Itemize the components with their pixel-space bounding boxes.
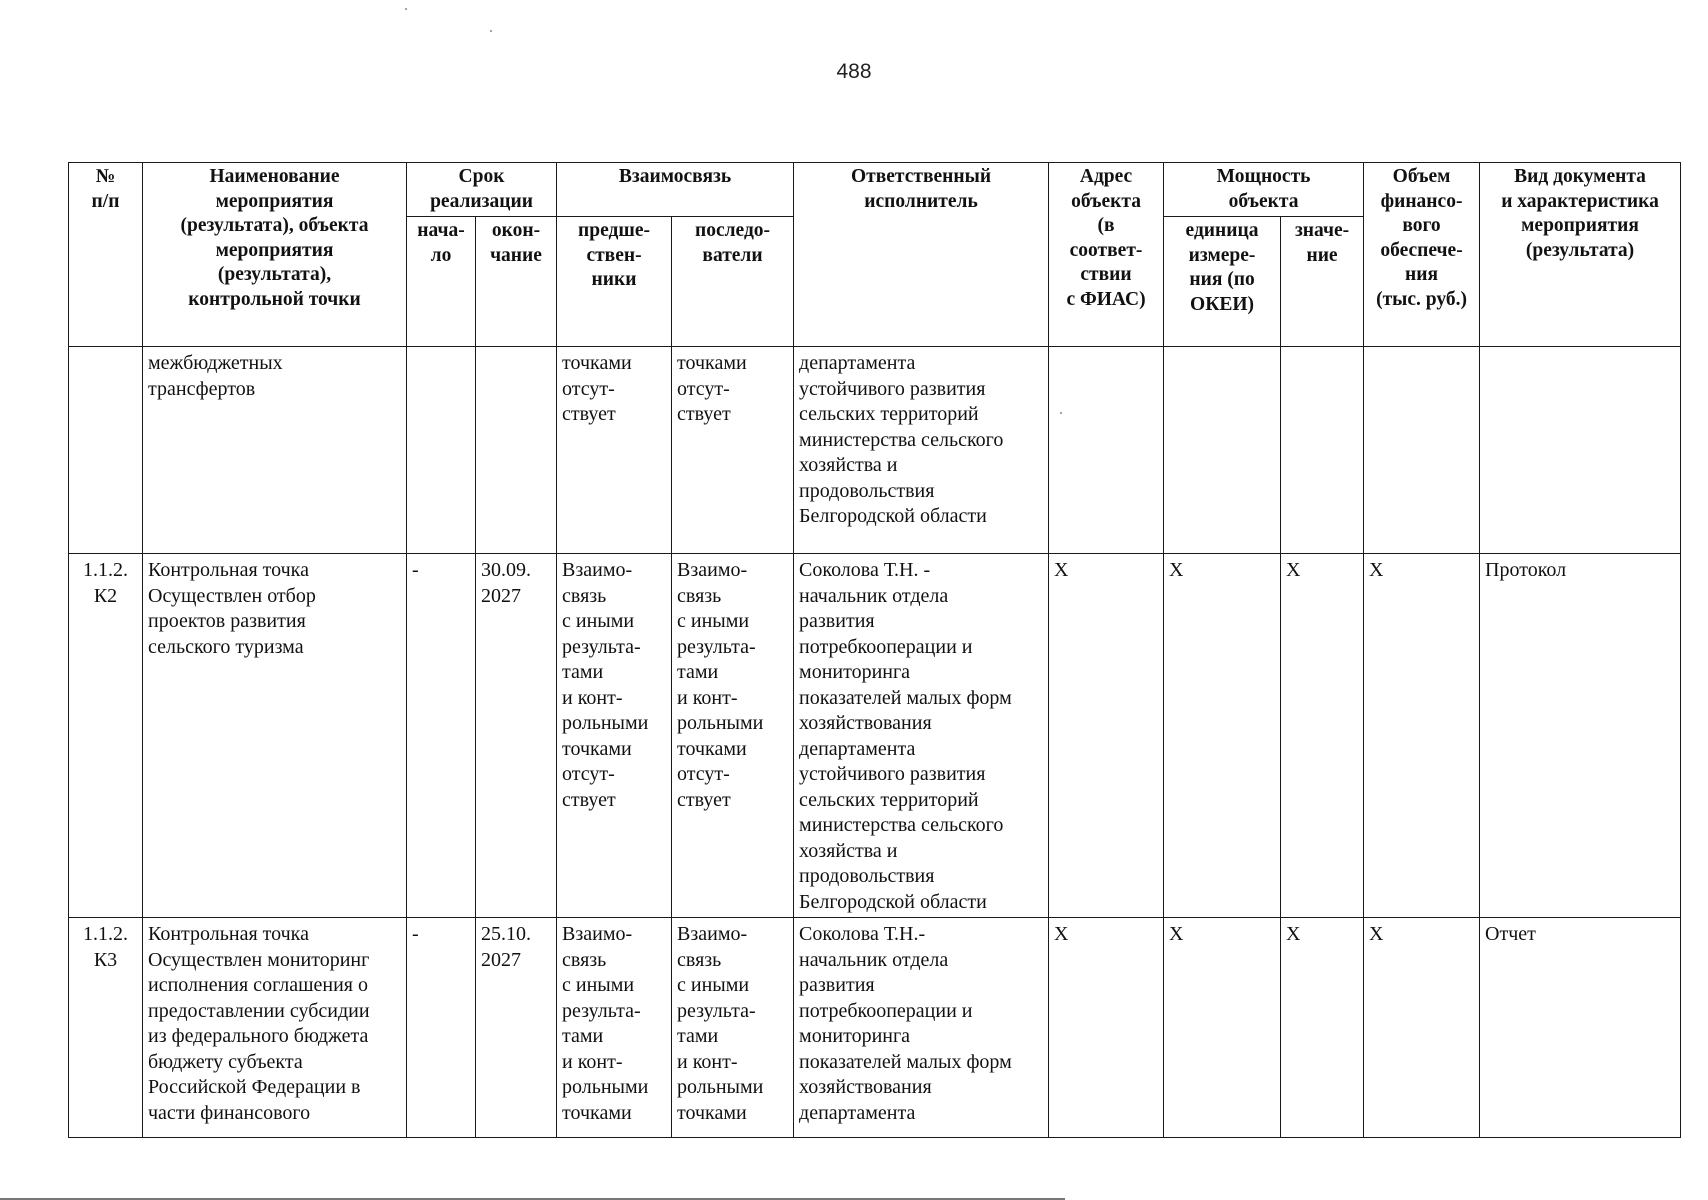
- row-doc: Отчет: [1480, 918, 1681, 1138]
- row-unit: Х: [1164, 554, 1281, 918]
- row-value: Х: [1281, 918, 1364, 1138]
- row-funding: [1364, 347, 1480, 554]
- header-link-next: последо- ватели: [672, 217, 794, 347]
- row-prev: Взаимо- связь с иными результа- тами и конт- рольными точками: [557, 918, 672, 1138]
- header-funding: Объем финансо- вого обеспече- ния (тыс. руб.): [1364, 163, 1480, 347]
- measures-table: [68, 162, 1681, 1138]
- row-name: Контрольная точка Осуществлен мониторинг исполнения соглашения о предоставлении субсидии из федерального бюджета бюджету субъекта Российской Федерации в части финансового: [143, 918, 407, 1138]
- row-responsible: департамента устойчивого развития сельских территорий министерства сельского хозяйства и продовольствия Белгородской области: [794, 347, 1049, 554]
- row-unit: [1164, 347, 1281, 554]
- row-next: Взаимо- связь с иными результа- тами и конт- рольными точками: [672, 918, 794, 1138]
- row-name: Контрольная точка Осуществлен отбор проектов развития сельского туризма: [143, 554, 407, 918]
- header-link-prev: предше- ствен- ники: [557, 217, 672, 347]
- header-term-start: нача- ло: [407, 217, 476, 347]
- scan-speck: [405, 8, 407, 10]
- row-num: 1.1.2. К2: [69, 554, 143, 918]
- row-funding: Х: [1364, 918, 1480, 1138]
- scan-speck: [1060, 412, 1062, 414]
- scan-speck: [490, 30, 492, 32]
- row-address: [1049, 347, 1164, 554]
- header-responsible: Ответственный исполнитель: [794, 163, 1049, 347]
- table-row: [69, 347, 1681, 554]
- header-link: Взаимосвязь: [557, 163, 794, 217]
- table-row: [69, 554, 1681, 918]
- row-end: 30.09. 2027: [476, 554, 557, 918]
- row-end: 25.10. 2027: [476, 918, 557, 1138]
- row-responsible: Соколова Т.Н.- начальник отдела развития потребкооперации и мониторинга показателей малых форм хозяйствования департамента: [794, 918, 1049, 1138]
- row-responsible: Соколова Т.Н. - начальник отдела развития потребкооперации и мониторинга показателей малых форм хозяйствования департамента устойчивого развития сельских территорий министерства сельского хозяйства и продовольствия Белгородской области: [794, 554, 1049, 918]
- row-start: -: [407, 554, 476, 918]
- header-capacity-unit: единица измере- ния (по ОКЕИ): [1164, 217, 1281, 347]
- header-address: Адрес объекта (в соответ- ствии с ФИАС): [1049, 163, 1164, 347]
- page-number: 488: [836, 60, 872, 83]
- row-address: Х: [1049, 918, 1164, 1138]
- row-doc: Протокол: [1480, 554, 1681, 918]
- row-doc: [1480, 347, 1681, 554]
- row-value: Х: [1281, 554, 1364, 918]
- row-start: -: [407, 918, 476, 1138]
- row-name: межбюджетных трансфертов: [143, 347, 407, 554]
- header-term: Срок реализации: [407, 163, 557, 217]
- row-prev: точками отсут- ствует: [557, 347, 672, 554]
- row-address: Х: [1049, 554, 1164, 918]
- header-name: Наименование мероприятия (результата), объекта мероприятия (результата), контрольной точки: [143, 163, 407, 347]
- row-start: [407, 347, 476, 554]
- header-num: № п/п: [69, 163, 143, 347]
- table-row: [69, 918, 1681, 1138]
- table-header: [69, 163, 1681, 347]
- row-next: точками отсут- ствует: [672, 347, 794, 554]
- row-num: 1.1.2. К3: [69, 918, 143, 1138]
- row-num: [69, 347, 143, 554]
- row-end: [476, 347, 557, 554]
- header-capacity: Мощность объекта: [1164, 163, 1364, 217]
- row-funding: Х: [1364, 554, 1480, 918]
- header-term-end: окон- чание: [476, 217, 557, 347]
- header-doc-type: Вид документа и характеристика мероприятия (результата): [1480, 163, 1681, 347]
- header-capacity-value: значе- ние: [1281, 217, 1364, 347]
- row-unit: Х: [1164, 918, 1281, 1138]
- row-next: Взаимо- связь с иными результа- тами и конт- рольными точками отсут- ствует: [672, 554, 794, 918]
- row-prev: Взаимо- связь с иными результа- тами и конт- рольными точками отсут- ствует: [557, 554, 672, 918]
- row-value: [1281, 347, 1364, 554]
